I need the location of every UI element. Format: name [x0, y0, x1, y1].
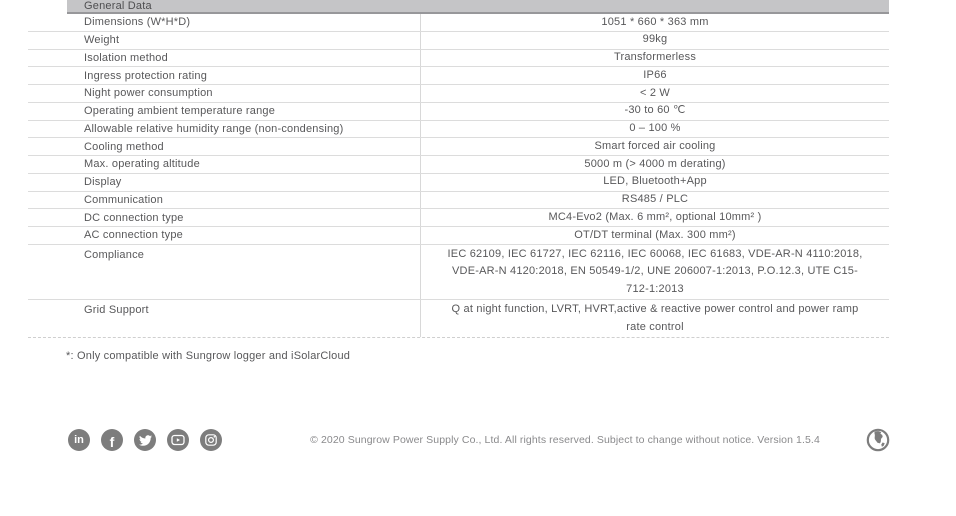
twitter-icon[interactable] [134, 429, 156, 451]
table-row [28, 156, 889, 174]
table-row [28, 14, 889, 32]
spec-value: 0 – 100 % [420, 121, 889, 138]
spec-value: 1051 * 660 * 363 mm [420, 14, 889, 31]
spec-label: Communication [84, 193, 164, 206]
table-row [28, 32, 889, 50]
spec-label: Display [84, 176, 122, 189]
spec-label: Compliance [84, 248, 145, 261]
spec-value: OT/DT terminal (Max. 300 mm²) [420, 227, 889, 244]
section-title: General Data [84, 0, 152, 12]
table-row [28, 85, 889, 103]
spec-value: 99kg [420, 32, 889, 49]
spec-value: Q at night function, LVRT, HVRT,active & reactive power control and power ramp rate control [420, 300, 889, 337]
youtube-icon[interactable] [167, 429, 189, 451]
table-body [28, 14, 889, 338]
spec-value: 5000 m (> 4000 m derating) [420, 156, 889, 173]
table-section-header [67, 0, 889, 14]
spec-label: Grid Support [84, 304, 149, 317]
table-row [28, 209, 889, 227]
youtube-play-glyph [171, 434, 185, 446]
linkedin-glyph: in [74, 433, 84, 446]
footnote: *: Only compatible with Sungrow logger and iSolarCloud [66, 350, 351, 362]
spec-value: RS485 / PLC [420, 192, 889, 209]
spec-label: Weight [84, 34, 120, 47]
table-row [28, 50, 889, 68]
table-row [28, 138, 889, 156]
linkedin-icon[interactable] [68, 429, 90, 451]
social-links [68, 429, 222, 451]
table-row [28, 245, 889, 301]
spec-label: Dimensions (W*H*D) [84, 16, 191, 29]
facebook-icon[interactable] [101, 429, 123, 451]
table-row [28, 67, 889, 85]
spec-value: Smart forced air cooling [420, 138, 889, 155]
spec-label: Isolation method [84, 51, 168, 64]
twitter-bird-glyph [139, 434, 152, 447]
spec-label: Cooling method [84, 140, 164, 153]
instagram-camera-glyph [205, 434, 217, 446]
spec-value: IP66 [420, 67, 889, 84]
table-row [28, 227, 889, 245]
copyright-text: © 2020 Sungrow Power Supply Co., Ltd. All rights reserved. Subject to change without notice. Version 1.5.4 [310, 434, 820, 446]
spec-value: Transformerless [420, 50, 889, 67]
spec-label: Night power consumption [84, 87, 213, 100]
spec-value: -30 to 60 ℃ [420, 103, 889, 120]
table-row [28, 300, 889, 338]
table-row [28, 174, 889, 192]
table-row [28, 121, 889, 139]
spec-value: IEC 62109, IEC 61727, IEC 62116, IEC 60068, IEC 61683, VDE-AR-N 4110:2018, VDE-AR-N 4120:2018, EN 50549-1/2, UNE 206007-1:2013, P.O.12.3, UTE C15-712-1:2013 [420, 245, 889, 300]
spec-label: DC connection type [84, 211, 184, 224]
spec-label: Allowable relative humidity range (non-condensing) [84, 122, 344, 135]
table-row [28, 192, 889, 210]
spec-value: LED, Bluetooth+App [420, 174, 889, 191]
general-data-table [28, 0, 889, 338]
facebook-glyph: f [109, 433, 115, 450]
table-row [28, 103, 889, 121]
globe-icon[interactable] [866, 428, 890, 452]
spec-label: Ingress protection rating [84, 69, 208, 82]
instagram-icon[interactable] [200, 429, 222, 451]
globe-glyph [866, 428, 890, 452]
spec-label: Max. operating altitude [84, 158, 200, 171]
spec-value: < 2 W [420, 85, 889, 102]
spec-label: Operating ambient temperature range [84, 105, 276, 118]
spec-label: AC connection type [84, 229, 183, 242]
spec-value: MC4-Evo2 (Max. 6 mm², optional 10mm² ) [420, 209, 889, 226]
